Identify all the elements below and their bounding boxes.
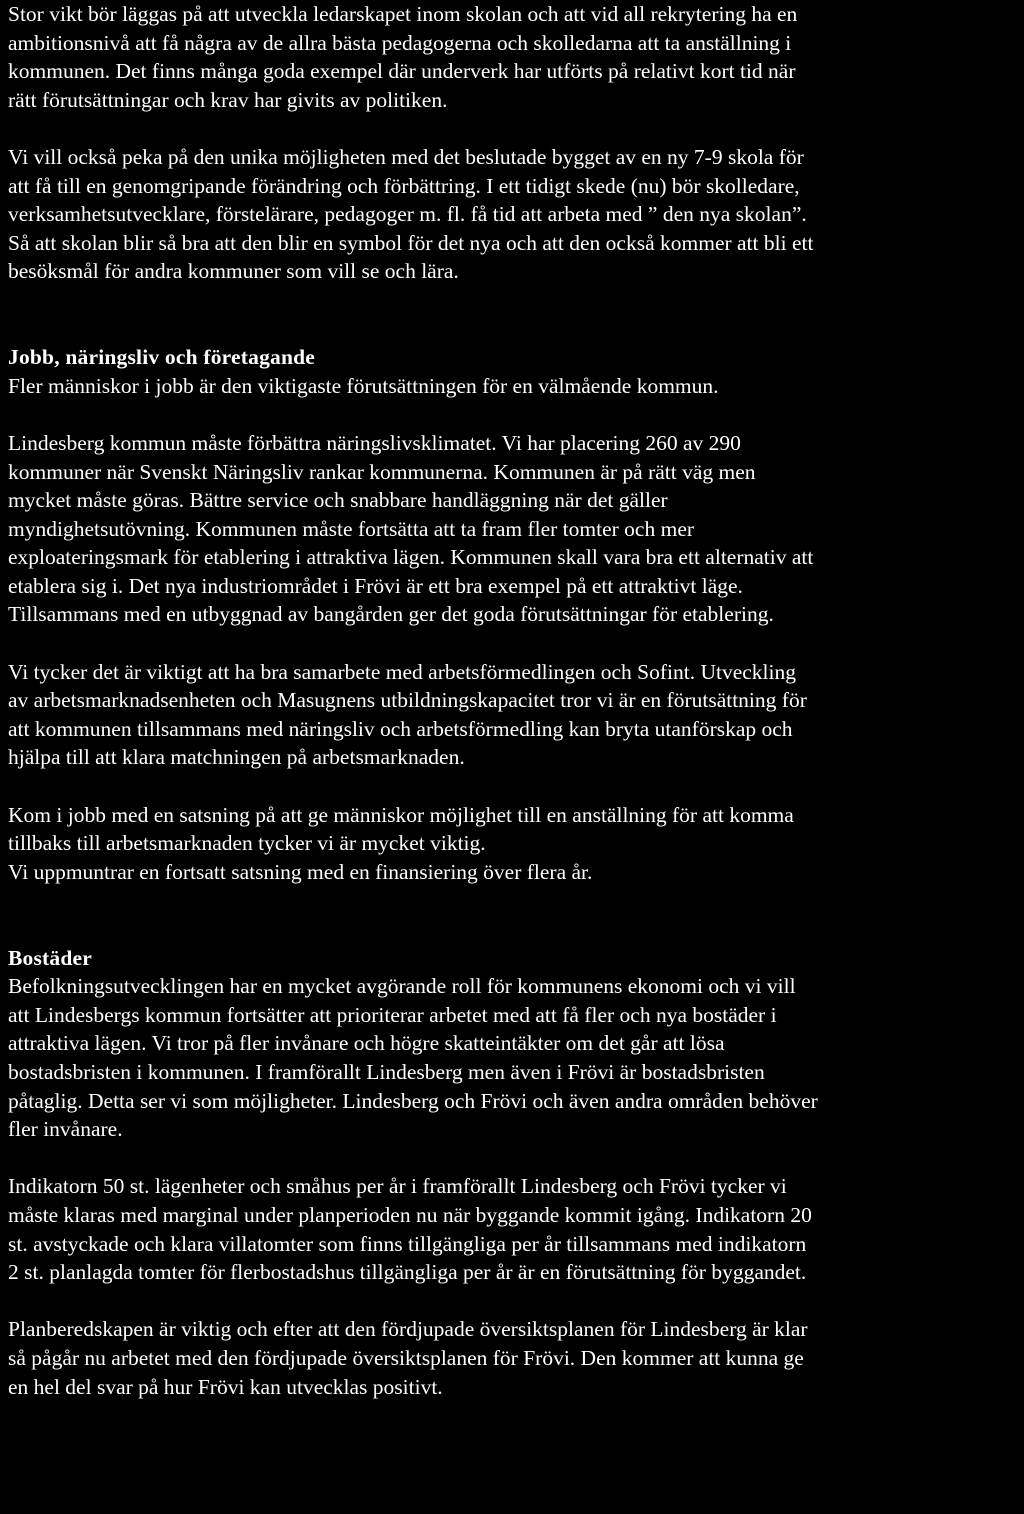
text-line: måste klaras med marginal under planperioden nu när byggande kommit igång. Indikatorn 20: [8, 1202, 812, 1227]
text-line: Vi uppmuntrar en fortsatt satsning med en finansiering över flera år.: [8, 859, 593, 884]
paragraph-new-school: [8, 143, 1022, 286]
paragraph-jobs-intro: [8, 372, 1022, 401]
text-line: rätt förutsättningar och krav har givits av politiken.: [8, 87, 448, 112]
text-line: besöksmål för andra kommuner som vill se och lära.: [8, 259, 459, 284]
text-line: Tillsammans med en utbyggnad av bangården ger det goda förutsättningar för etablering.: [8, 602, 774, 627]
section-heading-jobs: Jobb, näringsliv och företagande: [8, 345, 316, 370]
paragraph-population-growth: [8, 972, 1022, 1144]
paragraph-school-leadership: [8, 0, 1022, 114]
text-line: så pågår nu arbetet med den fördjupade översiktsplanen för Frövi. Den kommer att kunna ge: [8, 1345, 804, 1370]
text-line: Vi tycker det är viktigt att ha bra samarbete med arbetsförmedlingen och Sofint. Utveckling: [8, 659, 796, 684]
text-line: bostadsbristen i kommunen. I framförallt Lindesberg men även i Frövi är bostadsbristen: [8, 1059, 765, 1084]
text-line: fler invånare.: [8, 1117, 123, 1142]
paragraph-planning-readiness: [8, 1315, 1022, 1401]
text-line: kommuner när Svenskt Näringsliv rankar kommunerna. Kommunen är på rätt väg men: [8, 459, 756, 484]
text-line: Stor vikt bör läggas på att utveckla ledarskapet inom skolan och att vid all rekrytering ha en: [8, 2, 798, 26]
text-line: Så att skolan blir så bra att den blir en symbol för det nya och att den också kommer att bli ett: [8, 230, 814, 255]
paragraph-employment-cooperation: [8, 658, 1022, 772]
paragraph-business-climate: [8, 429, 1022, 629]
text-line: etablera sig i. Det nya industriområdet i Frövi är ett bra exempel på ett attraktivt läge.: [8, 573, 743, 598]
text-line: attraktiva lägen. Vi tror på fler invånare och högre skatteintäkter om det går att lösa: [8, 1031, 725, 1056]
paragraph-indicators: [8, 1172, 1022, 1286]
text-line: att kommunen tillsammans med näringsliv och arbetsförmedling kan bryta utanförskap och: [8, 716, 793, 741]
text-line: påtaglig. Detta ser vi som möjligheter. Lindesberg och Frövi och även andra områden behöver: [8, 1088, 818, 1113]
text-line: Fler människor i jobb är den viktigaste förutsättningen för en välmående kommun.: [8, 373, 719, 398]
text-line: mycket måste göras. Bättre service och snabbare handläggning när det gäller: [8, 488, 668, 513]
paragraph-kom-i-jobb: [8, 801, 1022, 887]
text-line: myndighetsutövning. Kommunen måste fortsätta att ta fram fler tomter och mer: [8, 516, 695, 541]
text-line: Planberedskapen är viktig och efter att den fördjupade översiktsplanen för Lindesberg är klar: [8, 1317, 808, 1342]
paragraph-spacer: [8, 772, 1022, 801]
text-line: exploateringsmark för etablering i attraktiva lägen. Kommunen skall vara bra ett alternativ att: [8, 545, 814, 570]
text-line: hjälpa till att klara matchningen på arbetsmarknaden.: [8, 745, 465, 770]
text-line: att Lindesbergs kommun fortsätter att prioriterar arbetet med att få fler och nya bostäder i: [8, 1002, 777, 1027]
text-line: kommunen. Det finns många goda exempel där underverk har utförts på relativt kort tid när: [8, 59, 796, 84]
text-line: tillbaks till arbetsmarknaden tycker vi är mycket viktig.: [8, 831, 486, 856]
paragraph-spacer: [8, 1144, 1022, 1173]
paragraph-spacer: [8, 114, 1022, 143]
section-spacer: [8, 886, 1022, 943]
text-line: 2 st. planlagda tomter för flerbostadshus tillgängliga per år är en förutsättning för byggandet.: [8, 1260, 807, 1285]
document-page: [8, 0, 1022, 1401]
text-line: ambitionsnivå att få några av de allra bästa pedagogerna och skolledarna att ta anställning i: [8, 30, 792, 55]
text-line: verksamhetsutvecklare, förstelärare, pedagoger m. fl. få tid att arbeta med ” den nya skolan”.: [8, 202, 807, 227]
text-line: Befolkningsutvecklingen har en mycket avgörande roll för kommunens ekonomi och vi vill: [8, 974, 796, 999]
section-spacer: [8, 286, 1022, 343]
text-line: st. avstyckade och klara villatomter som finns tillgängliga per år tillsammans med indikatorn: [8, 1231, 807, 1256]
paragraph-spacer: [8, 629, 1022, 658]
text-line: Vi vill också peka på den unika möjligheten med det beslutade bygget av en ny 7-9 skola för: [8, 144, 804, 169]
text-line: av arbetsmarknadsenheten och Masugnens utbildningskapacitet tror vi är en förutsättning för: [8, 688, 807, 713]
text-line: att få till en genomgripande förändring och förbättring. I ett tidigt skede (nu) bör skolledare,: [8, 173, 800, 198]
text-line: en hel del svar på hur Frövi kan utvecklas positivt.: [8, 1374, 443, 1399]
section-heading-housing: Bostäder: [8, 945, 93, 970]
text-line: Lindesberg kommun måste förbättra näringslivsklimatet. Vi har placering 260 av 290: [8, 430, 741, 455]
text-line: Kom i jobb med en satsning på att ge människor möjlighet till en anställning för att komma: [8, 802, 794, 827]
text-line: Indikatorn 50 st. lägenheter och småhus per år i framförallt Lindesberg och Frövi tycker vi: [8, 1174, 787, 1199]
paragraph-spacer: [8, 1287, 1022, 1316]
paragraph-spacer: [8, 400, 1022, 429]
